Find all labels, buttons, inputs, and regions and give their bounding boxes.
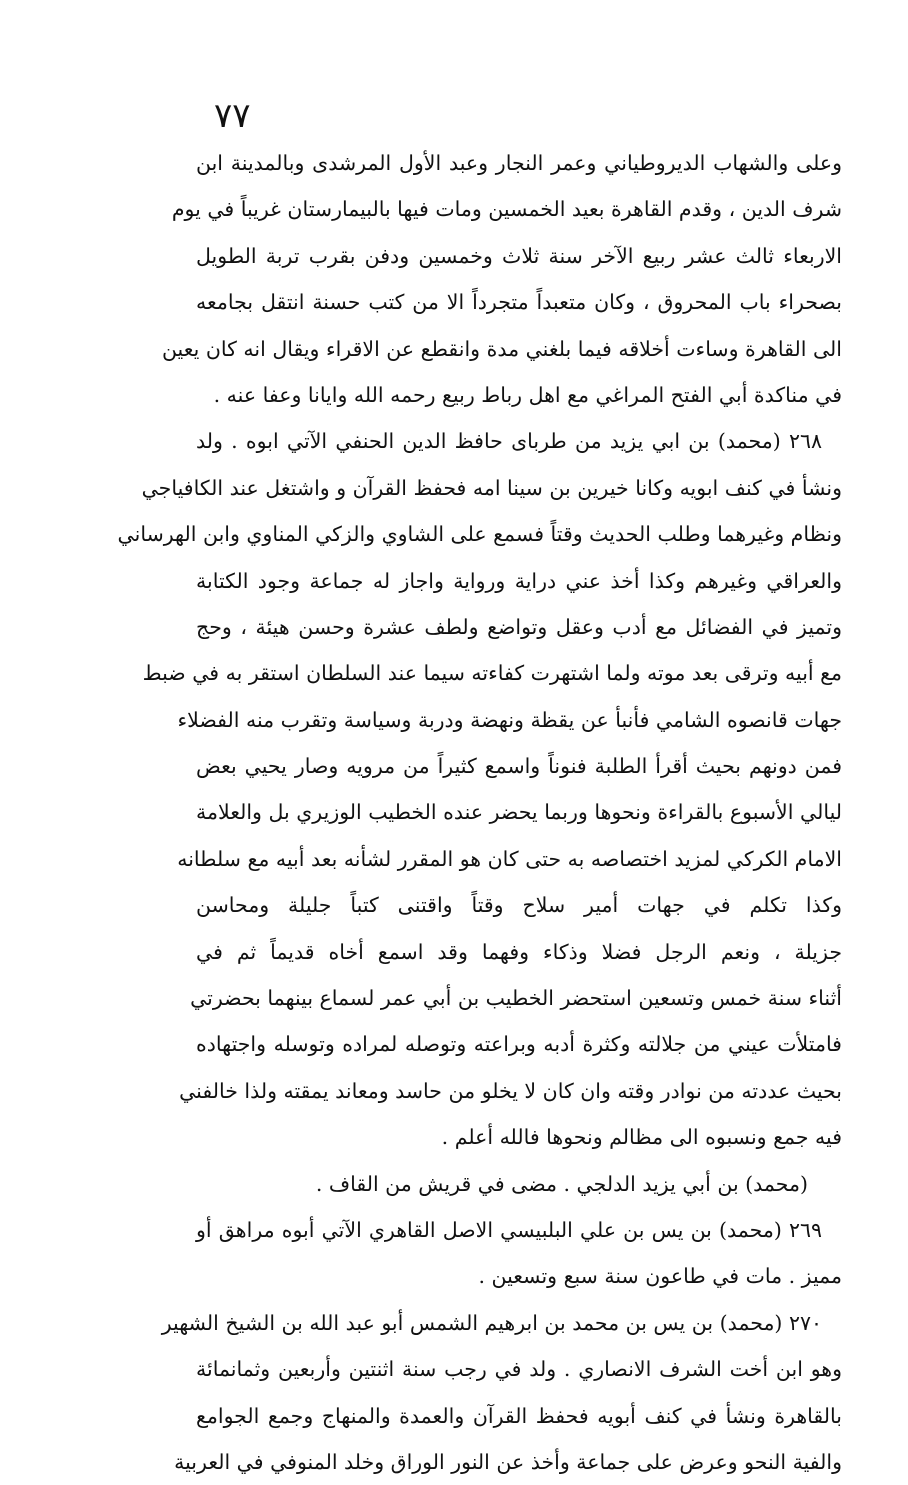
body-text — [117, 140, 842, 1485]
text-line: شرف الدين ، وقدم القاهرة بعيد الخمسين ومات فيها بالبيمارستان غريباً في يوم — [171, 197, 842, 222]
entry-heading-line: ٢٦٨ (محمد) بن ابي يزيد من طرباى حافظ الدين الحنفي الآتي ابوه . ولد — [196, 429, 822, 454]
entry-heading-line: ٢٧٠ (محمد) بن يس بن محمد بن ابرهيم الشمس أبو عبد الله بن الشيخ الشهير — [161, 1310, 822, 1335]
text-line: الاربعاء ثالث عشر ربيع الآخر سنة ثلاث وخمسين ودفن بقرب تربة الطويل — [196, 243, 842, 268]
text-line: ونشأ في كنف ابويه وكانا خيرين بن سينا امه فحفظ القرآن و واشتغل عند الكافياجي — [141, 475, 842, 500]
text-line: وكذا تكلم في جهات أمير سلاح وقتاً واقتنى كتباً جليلة ومحاسن — [196, 893, 842, 918]
text-line: وعلى والشهاب الديروطياني وعمر النجار وعبد الأول المرشدى وبالمدينة ابن — [196, 151, 842, 175]
text-line: والفية النحو وعرض على جماعة وأخذ عن النور الوراق وخلد المنوفي في العربية — [174, 1449, 842, 1474]
text-line: مع أبيه وترقى بعد موته ولما اشتهرت كفاءته سيما عند السلطان استقر به في ضبط — [142, 661, 842, 686]
entry-heading-line: (محمد) بن أبي يزيد الدلجي . مضى في قريش من القاف . — [315, 1171, 808, 1196]
text-line: بصحراء باب المحروق ، وكان متعبداً متجرداً الا من كتب حسنة انتقل بجامعه — [196, 290, 842, 315]
text-line: أثناء سنة خمس وتسعين استحضر الخطيب بن أبي عمر لسماع بينهما بحضرتي — [190, 986, 842, 1011]
text-line: فمن دونهم بحيث أقرأ الطلبة فنوناً واسمع كثيراً من مرويه وصار يحيي بعض — [196, 754, 842, 779]
text-line: والعراقي وغيرهم وكذا أخذ عني دراية ورواية واجاز له جماعة وجود الكتابة — [196, 568, 842, 593]
text-line: وتميز في الفضائل مع أدب وعقل وتواضع ولطف عشرة وحسن هيئة ، وحج — [196, 614, 842, 639]
text-line: جهات قانصوه الشامي فأنبأ عن يقظة ونهضة ودربة وسياسة وتقرب منه الفضلاء — [177, 707, 842, 732]
entry-heading-line: ٢٦٩ (محمد) بن يس بن علي البلبيسي الاصل القاهري الآتي أبوه مراهق أو — [196, 1217, 822, 1242]
text-line: في مناكدة أبي الفتح المراغي مع اهل رباط ربيع رحمه الله وايانا وعفا عنه . — [213, 382, 842, 407]
text-line: فيه جمع ونسبوه الى مظالم ونحوها فالله أعلم . — [441, 1125, 842, 1150]
text-line: مميز . مات في طاعون سنة سبع وتسعين . — [478, 1264, 842, 1289]
text-line: بحيث عددته من نوادر وقته وان كان لا يخلو من حاسد ومعاند يمقته ولذا خالفني — [179, 1078, 842, 1103]
text-line: ليالي الأسبوع بالقراءة ونحوها وربما يحضر عنده الخطيب الوزيري بل والعلامة — [196, 800, 842, 825]
page-number: ٧٧ — [214, 96, 251, 136]
text-line: ونظام وغيرهما وطلب الحديث وقتاً فسمع على الشاوي والزكي المناوي وابن الهرساني — [117, 522, 842, 547]
text-line: الى القاهرة وساءت أخلاقه فيما بلغني مدة وانقطع عن الاقراء ويقال انه كان يعين — [161, 336, 842, 361]
text-line: بالقاهرة ونشأ في كنف أبويه فحفظ القرآن والعمدة والمنهاج وجمع الجوامع — [196, 1403, 842, 1428]
text-line: الامام الكركي لمزيد اختصاصه به حتى كان هو المقرر لشأنه بعد أبيه مع سلطانه — [177, 846, 842, 871]
text-line: وهو ابن أخت الشرف الانصاري . ولد في رجب سنة اثنتين وأربعين وثمانمائة — [196, 1357, 842, 1382]
text-line: فامتلأت عيني من جلالته وكثرة أدبه وبراعته وتوصله لمراده وتوسله واجتهاده — [196, 1032, 842, 1057]
text-line: جزيلة ، ونعم الرجل فضلا وذكاء وفهما وقد اسمع أخاه قديماً ثم في — [196, 939, 842, 964]
